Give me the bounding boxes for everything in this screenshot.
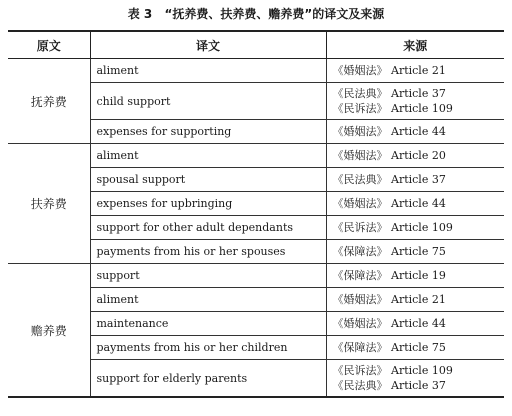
table-number: 表 3 — [127, 7, 153, 21]
original-term: 扶养费 — [8, 144, 90, 264]
source-cell — [326, 312, 504, 336]
original-term: 抚养费 — [8, 59, 90, 144]
translation-cell: payments from his or her children — [90, 336, 326, 360]
header-row — [8, 31, 504, 59]
translation-cell: expenses for supporting — [90, 120, 326, 144]
translation-cell: spousal support — [90, 168, 326, 192]
original-term: 赡养费 — [8, 264, 90, 398]
table-caption — [0, 0, 512, 28]
table-row — [8, 59, 504, 83]
translation-cell: support for elderly parents — [90, 360, 326, 398]
source-cell — [326, 336, 504, 360]
source-line: 《婚姻法》 Article 21 — [332, 293, 446, 306]
source-line: 《民法典》 Article 37 — [332, 379, 446, 392]
source-line: 《婚姻法》 Article 44 — [332, 317, 446, 330]
source-line: 《婚姻法》 Article 21 — [332, 64, 446, 77]
source-line: 《婚姻法》 Article 44 — [332, 125, 446, 138]
translation-cell: aliment — [90, 144, 326, 168]
translation-cell: aliment — [90, 288, 326, 312]
translation-cell: child support — [90, 83, 326, 120]
translation-cell: expenses for upbringing — [90, 192, 326, 216]
source-line: 《民诉法》 Article 109 — [332, 102, 453, 115]
header-source: 来源 — [326, 31, 504, 59]
source-line: 《婚姻法》 Article 44 — [332, 197, 446, 210]
translation-cell: support for other adult dependants — [90, 216, 326, 240]
source-line: 《保障法》 Article 75 — [332, 245, 446, 258]
source-cell — [326, 120, 504, 144]
source-line: 《民法典》 Article 37 — [332, 87, 446, 100]
source-line: 《民法典》 Article 37 — [332, 173, 446, 186]
header-original: 原文 — [8, 31, 90, 59]
source-line: 《民诉法》 Article 109 — [332, 364, 453, 377]
source-cell — [326, 59, 504, 83]
source-cell — [326, 144, 504, 168]
source-cell — [326, 192, 504, 216]
source-cell — [326, 264, 504, 288]
table-row — [8, 264, 504, 288]
translation-cell: payments from his or her spouses — [90, 240, 326, 264]
source-cell — [326, 168, 504, 192]
source-cell — [326, 216, 504, 240]
source-cell — [326, 83, 504, 120]
source-line: 《保障法》 Article 19 — [332, 269, 446, 282]
header-translation: 译文 — [90, 31, 326, 59]
translation-cell: support — [90, 264, 326, 288]
source-cell — [326, 360, 504, 398]
source-line: 《婚姻法》 Article 20 — [332, 149, 446, 162]
table-title: “抚养费、扶养费、赡养费”的译文及来源 — [164, 7, 385, 21]
source-line: 《保障法》 Article 75 — [332, 341, 446, 354]
table-row — [8, 144, 504, 168]
source-cell — [326, 240, 504, 264]
source-line: 《民诉法》 Article 109 — [332, 221, 453, 234]
translation-cell: maintenance — [90, 312, 326, 336]
source-cell — [326, 288, 504, 312]
translation-cell: aliment — [90, 59, 326, 83]
translation-table — [8, 30, 504, 398]
